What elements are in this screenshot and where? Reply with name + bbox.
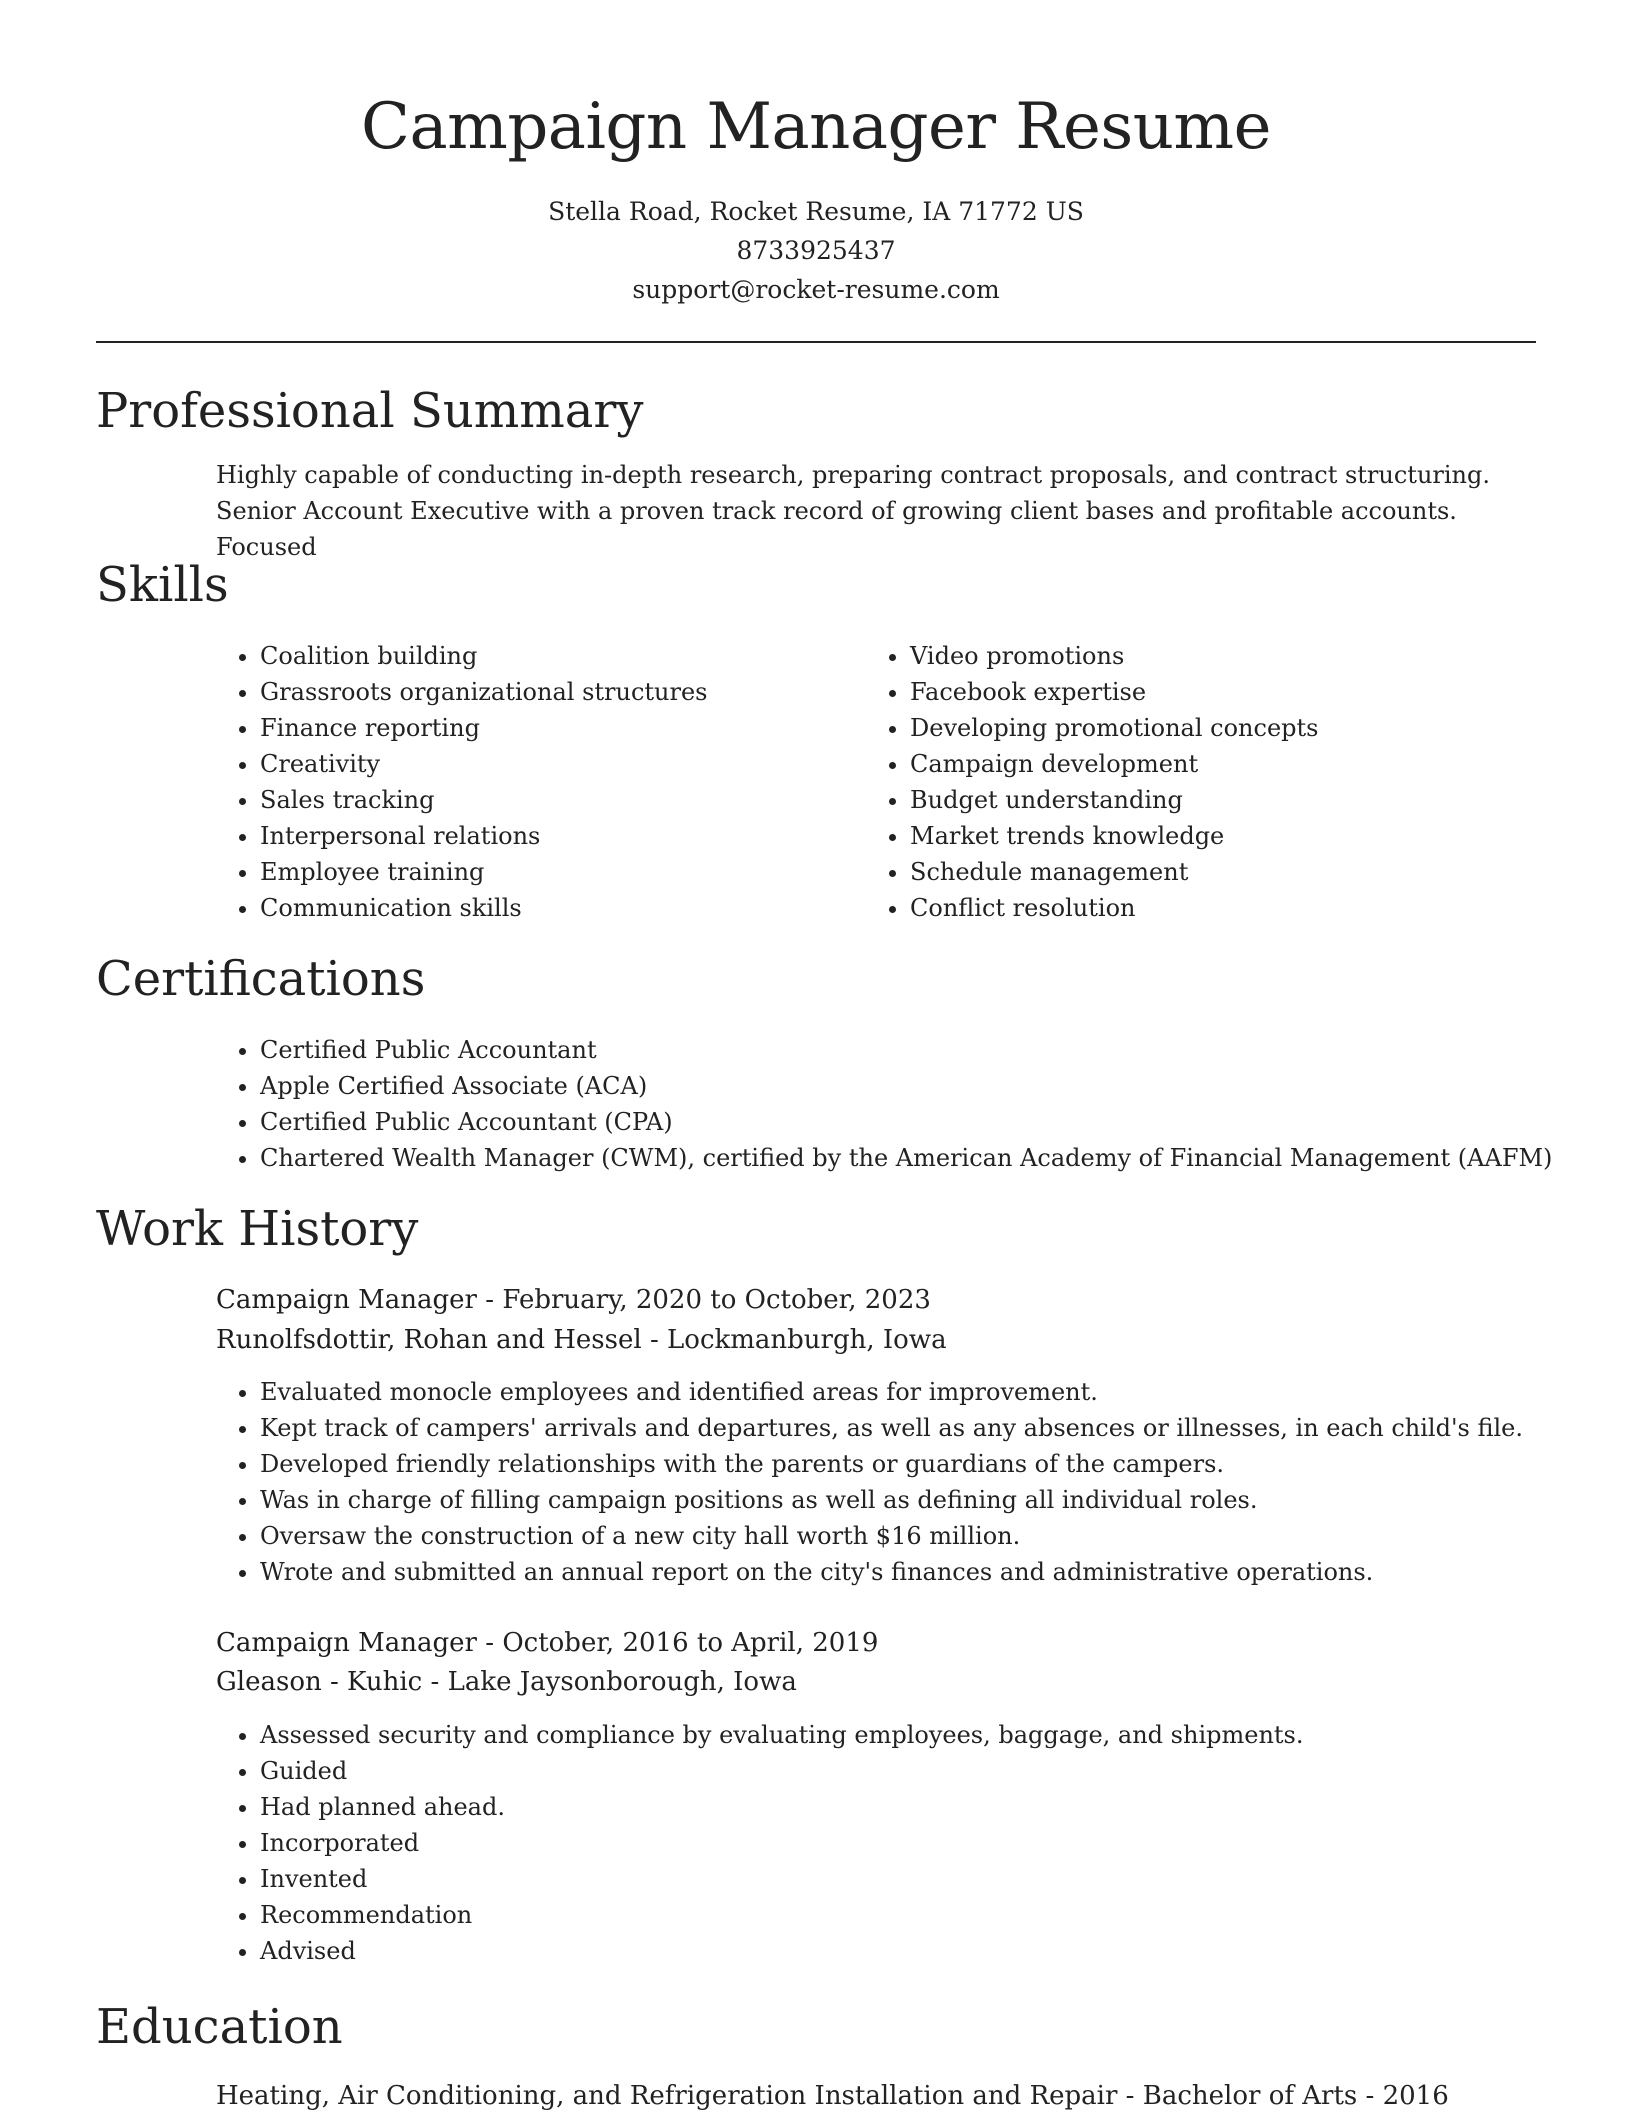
- job-separator: -: [641, 1325, 668, 1355]
- skill-item: • Sales tracking: [260, 782, 708, 818]
- contact-address: Stella Road, Rocket Resume, IA 71772 US: [548, 197, 1084, 226]
- skill-item: • Budget understanding: [910, 782, 1318, 818]
- certifications-list: [216, 1032, 1552, 1176]
- job-duty: • Incorporated: [260, 1825, 1303, 1861]
- skill-item: • Communication skills: [260, 890, 708, 926]
- education-heading: Education: [96, 1999, 343, 2055]
- skills-list-left: [216, 638, 708, 926]
- certification-item: • Chartered Wealth Manager (CWM), certified by the American Academy of Financial Management (AAFM): [260, 1140, 1552, 1176]
- job-location: Lockmanburgh, Iowa: [667, 1325, 947, 1355]
- summary-text: Highly capable of conducting in-depth research, preparing contract proposals, and contract structuring. Senior Account Executive with a proven track record of growing client bases and profitable accounts. Focused: [216, 461, 1491, 561]
- certification-item: • Apple Certified Associate (ACA): [260, 1068, 1552, 1104]
- skill-item: • Grassroots organizational structures: [260, 674, 708, 710]
- work-history-heading: Work History: [96, 1201, 419, 1257]
- job-duty: • Guided: [260, 1753, 1303, 1789]
- job-separator: -: [477, 1628, 503, 1658]
- skills-heading: Skills: [96, 557, 229, 613]
- summary-heading: Professional Summary: [96, 383, 644, 439]
- skill-item: • Creativity: [260, 746, 708, 782]
- job-company-line: [216, 1663, 797, 1701]
- education-year: 2016: [1382, 2081, 1449, 2111]
- education-entry: [216, 2077, 1449, 2115]
- job-duty: • Had planned ahead.: [260, 1789, 1303, 1825]
- skill-item: • Schedule management: [910, 854, 1318, 890]
- job-company: Runolfsdottir, Rohan and Hessel: [216, 1325, 642, 1355]
- certification-item: • Certified Public Accountant: [260, 1032, 1552, 1068]
- job-duty: • Assessed security and compliance by evaluating employees, baggage, and shipments.: [260, 1717, 1303, 1753]
- skill-item: • Campaign development: [910, 746, 1318, 782]
- skill-item: • Market trends knowledge: [910, 818, 1318, 854]
- job-title: Campaign Manager: [216, 1285, 477, 1315]
- education-separator: -: [1357, 2081, 1383, 2111]
- skill-item: • Coalition building: [260, 638, 708, 674]
- skills-list-right: [866, 638, 1318, 926]
- skill-item: • Facebook expertise: [910, 674, 1318, 710]
- certifications-heading: Certifications: [96, 951, 426, 1007]
- job-location: Lake Jaysonborough, Iowa: [447, 1667, 797, 1697]
- job-duty: • Was in charge of filling campaign positions as well as defining all individual roles.: [260, 1482, 1523, 1518]
- skill-item: • Conflict resolution: [910, 890, 1318, 926]
- job-duty: • Advised: [260, 1933, 1303, 1969]
- skill-item: • Interpersonal relations: [260, 818, 708, 854]
- job-company-line: [216, 1321, 947, 1359]
- job-duty: • Developed friendly relationships with the parents or guardians of the campers.: [260, 1446, 1523, 1482]
- contact-email: support@rocket-resume.com: [632, 275, 1000, 304]
- certification-item: • Certified Public Accountant (CPA): [260, 1104, 1552, 1140]
- skill-item: • Employee training: [260, 854, 708, 890]
- job-separator: -: [422, 1667, 448, 1697]
- skill-item: • Video promotions: [910, 638, 1318, 674]
- job-company: Gleason - Kuhic: [216, 1667, 423, 1697]
- contact-block: [96, 192, 1536, 309]
- job-duty: • Recommendation: [260, 1897, 1303, 1933]
- job-duty: • Oversaw the construction of a new city hall worth $16 million.: [260, 1518, 1523, 1554]
- skill-item: • Developing promotional concepts: [910, 710, 1318, 746]
- skill-item: • Finance reporting: [260, 710, 708, 746]
- job-duties-list: [216, 1717, 1303, 1969]
- job-duty: • Evaluated monocle employees and identified areas for improvement.: [260, 1374, 1523, 1410]
- resume-title: Campaign Manager Resume: [361, 90, 1271, 164]
- job-duty: • Wrote and submitted an annual report on the city's finances and administrative operations.: [260, 1554, 1523, 1590]
- job-duties-list: [216, 1374, 1523, 1590]
- education-degree: Bachelor of Arts: [1142, 2081, 1358, 2111]
- job-dates: October, 2016 to April, 2019: [502, 1628, 879, 1658]
- job-duty: • Kept track of campers' arrivals and departures, as well as any absences or illnesses, in each child's file.: [260, 1410, 1523, 1446]
- job-separator: -: [477, 1285, 503, 1315]
- header-divider: [96, 341, 1536, 343]
- job-duty: • Invented: [260, 1861, 1303, 1897]
- job-title-line: [216, 1281, 931, 1319]
- job-dates: February, 2020 to October, 2023: [502, 1285, 931, 1315]
- education-separator: -: [1117, 2081, 1143, 2111]
- job-title: Campaign Manager: [216, 1628, 477, 1658]
- education-field: Heating, Air Conditioning, and Refrigeration Installation and Repair: [216, 2081, 1118, 2111]
- contact-phone: 8733925437: [736, 236, 896, 265]
- job-title-line: [216, 1624, 878, 1662]
